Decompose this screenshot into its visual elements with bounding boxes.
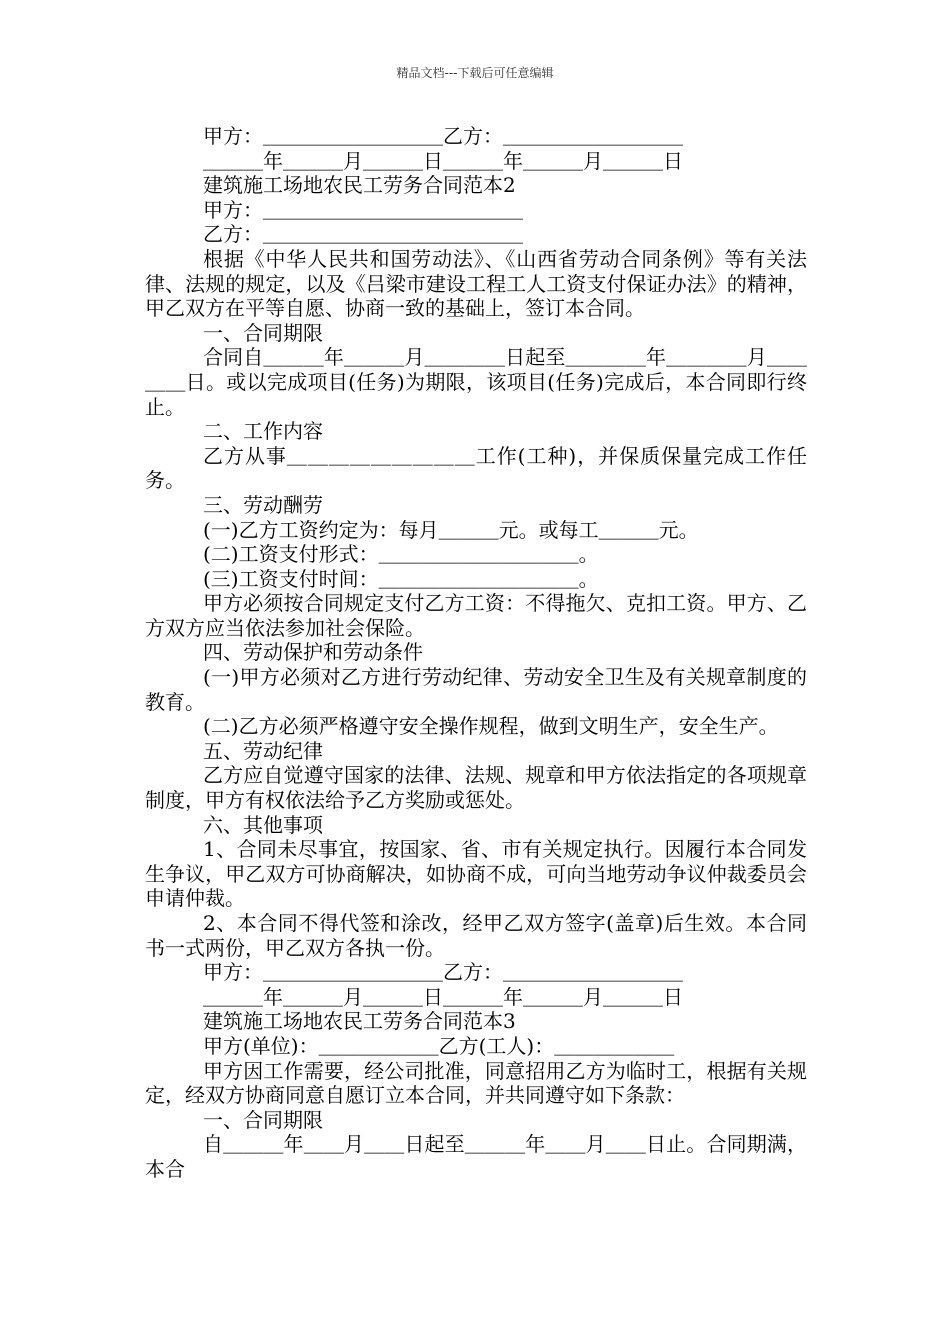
paragraph: 甲方：＿＿＿＿＿＿＿＿＿＿＿＿＿ bbox=[203, 197, 523, 222]
paragraph: (一)甲方必须对乙方进行劳动纪律、劳动安全卫生及有关规章制度的教育。 bbox=[145, 665, 807, 714]
paragraph: 甲方必须按合同规定支付乙方工资：不得拖欠、克扣工资。甲方、乙方双方应当依法参加社会保险。 bbox=[145, 591, 807, 640]
paragraph: 建筑施工场地农民工劳务合同范本2 bbox=[203, 173, 516, 198]
paragraph: 六、其他事项 bbox=[203, 812, 323, 837]
paragraph: 三、劳动酬劳 bbox=[203, 492, 323, 517]
paragraph: ＿＿＿年＿＿＿月＿＿＿日＿＿＿年＿＿＿月＿＿＿日 bbox=[203, 148, 683, 173]
paragraph: 甲方因工作需要，经公司批准，同意招用乙方为临时工，根据有关规定，经双方协商同意自愿订立本合同，并共同遵守如下条款： bbox=[145, 1058, 807, 1108]
paragraph: 四、劳动保护和劳动条件 bbox=[203, 640, 423, 665]
paragraph: 甲方(单位)：＿＿＿＿＿＿乙方(工人)：＿＿＿＿＿＿ bbox=[203, 1033, 675, 1058]
paragraph: 建筑施工场地农民工劳务合同范本3 bbox=[203, 1009, 516, 1034]
page-header: 精品文档---下载后可任意编辑 bbox=[396, 66, 554, 80]
paragraph: (三)工资支付时间：＿＿＿＿＿＿＿＿＿＿。 bbox=[203, 566, 599, 591]
paragraph: 1、合同未尽事宜，按国家、省、市有关规定执行。因履行本合同发生争议，甲乙双方可协商解决，如协商不成，可向当地劳动争议仲裁委员会申请仲裁。 bbox=[145, 837, 807, 911]
paragraph: 合同自＿＿＿年＿＿＿月＿＿＿＿日起至＿＿＿＿年＿＿＿＿月＿＿＿＿日。或以完成项目(任务)为期限，该项目(任务)完成后，本合同即行终止。 bbox=[145, 345, 807, 419]
paragraph: (一)乙方工资约定为：每月＿＿＿元。或每工＿＿＿元。 bbox=[203, 517, 699, 542]
paragraph: 自＿＿＿年＿＿月＿＿日起至＿＿＿年＿＿月＿＿日止。合同期满，本合 bbox=[145, 1132, 807, 1181]
paragraph: 二、工作内容 bbox=[203, 419, 323, 444]
document-body bbox=[145, 124, 807, 1182]
paragraph: 一、合同期限 bbox=[203, 320, 323, 345]
paragraph: 五、劳动纪律 bbox=[203, 738, 323, 763]
paragraph: ＿＿＿年＿＿＿月＿＿＿日＿＿＿年＿＿＿月＿＿＿日 bbox=[203, 984, 683, 1009]
paragraph: 乙方从事＿＿＿＿＿＿＿＿＿工作(工种)，并保质保量完成工作任务。 bbox=[145, 443, 807, 493]
paragraph: 2、本合同不得代签和涂改，经甲乙双方签字(盖章)后生效。本合同书一式两份，甲乙双方各执一份。 bbox=[145, 911, 807, 960]
paragraph: (二)乙方必须严格遵守安全操作规程，做到文明生产，安全生产。 bbox=[203, 714, 779, 739]
paragraph: 甲方：＿＿＿＿＿＿＿＿＿乙方：＿＿＿＿＿＿＿＿＿ bbox=[203, 960, 683, 985]
paragraph: 甲方：＿＿＿＿＿＿＿＿＿乙方：＿＿＿＿＿＿＿＿＿ bbox=[203, 124, 683, 148]
paragraph: 乙方应自觉遵守国家的法律、法规、规章和甲方依法指定的各项规章制度，甲方有权依法给予乙方奖励或惩处。 bbox=[145, 763, 807, 813]
paragraph: (二)工资支付形式：＿＿＿＿＿＿＿＿＿＿。 bbox=[203, 542, 599, 567]
paragraph: 一、合同期限 bbox=[203, 1107, 323, 1132]
paragraph: 根据《中华人民共和国劳动法》、《山西省劳动合同条例》等有关法律、法规的规定，以及《吕梁市建设工程工人工资支付保证办法》的精神，甲乙双方在平等自愿、协商一致的基础上，签订本合同。 bbox=[145, 246, 807, 321]
paragraph: 乙方：＿＿＿＿＿＿＿＿＿＿＿＿＿ bbox=[203, 222, 523, 247]
